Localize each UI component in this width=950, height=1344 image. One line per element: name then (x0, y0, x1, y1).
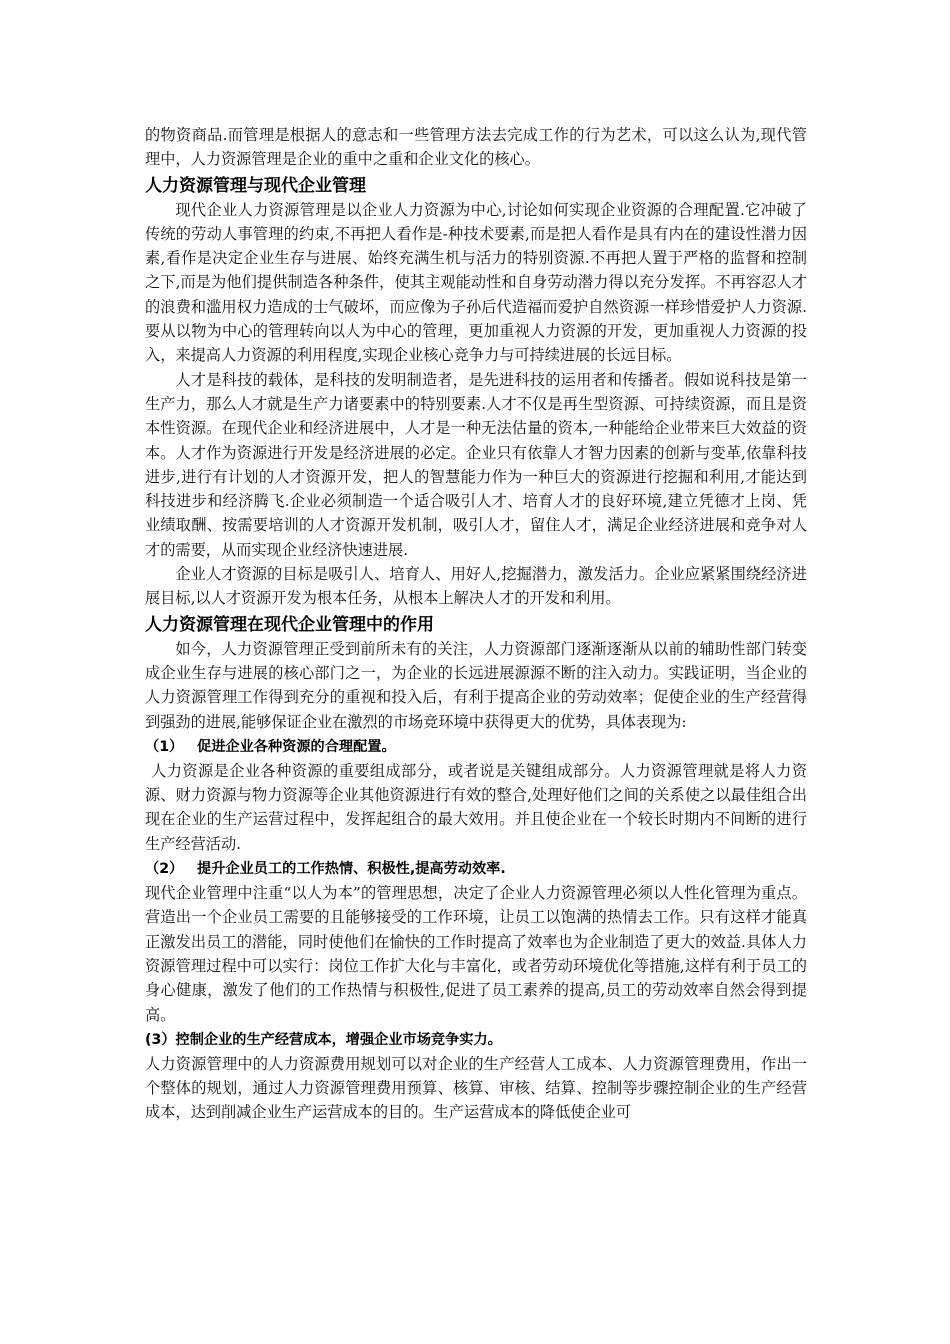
paragraph-cost-control: 人力资源管理中的人力资源费用规划可以对企业的生产经营人工成本、人力资源管理费用，作出一个整体的规划，通过人力资源管理费用预算、核算、审核、结算、控制等步骤控制企业的生产经营成本，达到削减企业生产运营成本的目的。生产运营成本的降低使企业可 (145, 1054, 807, 1122)
subheading-2-number: （2） (145, 861, 184, 878)
subheading-1 (145, 735, 807, 759)
paragraph-modern-hr-management: 现代企业人力资源管理是以企业人力资源为中心,讨论如何实现企业资源的合理配置.它冲破了传统的劳动人事管理的约束,不再把人看作是-种技术要素,而是把人看作是具有内在的建设性潜力因素,看作是决定企业生存与进展、始终充满生机与活力的特别资源.不再把人置于严格的监督和控制之下,而是为他们提供制造各种条件，使其主观能动性和自身劳动潜力得以充分发挥。不再容忍人才的浪费和滥用权力造成的士气破坏，而应像为子孙后代造福而爱护自然资源一样珍惜爱护人力资源.要从以物为中心的管理转向以人为中心的管理，更加重视人力资源的开发，更加重视人力资源的投入，来提高人力资源的利用程度,实现企业核心竞争力与可持续进展的长远目标。 (145, 200, 807, 365)
subheading-3: (3）控制企业的生产经营成本，增强企业市场竞争实力。 (145, 1031, 502, 1048)
paragraph-talent-goals: 企业人才资源的目标是吸引人、培育人、用好人,挖掘潜力，激发活力。企业应紧紧围绕经济进展目标,以人才资源开发为根本任务，从根本上解决人才的开发和利用。 (145, 565, 807, 608)
paragraph-people-oriented: 现代企业管理中注重“以人为本”的管理思想，决定了企业人力资源管理必须以人性化管理为重点。营造出一个企业员工需要的且能够接受的工作环境，让员工以饱满的热情去工作。只有这样才能真正激发出员工的潜能，同时使他们在愉快的工作时提高了效率也为企业制造了更大的效益.具体人力资源管理过程中可以实行：岗位工作扩大化与丰富化，或者劳动环境优化等措施,这样有利于员工的身心健康，激发了他们的工作热情与积极性,促进了员工素养的提高,员工的劳动效率自然会得到提高。 (145, 884, 807, 1024)
document-page (145, 123, 807, 1125)
subheading-2-text: 提升企业员工的工作热情、积极性,提高劳动效率. (197, 861, 506, 878)
paragraph-talent-carrier: 人才是科技的载体，是科技的发明制造者，是先进科技的运用者和传播者。假如说科技是第一生产力，那么人才就是生产力诸要素中的特别要素.人才不仅是再生型资源、可持续资源，而且是资本性资源。在现代企业和经济进展中，人才是一种无法估量的资本,一种能给企业带来巨大效益的资本。人才作为资源进行开发是经济进展的必定。企业只有依靠人才智力因素的创新与变革,依靠科技进步,进行有计划的人才资源开发，把人的智慧能力作为一种巨大的资源进行挖掘和利用,才能达到科技进步和经济腾飞.企业必须制造一个适合吸引人才、培育人才的良好环境,建立凭德才上岗、凭业绩取酬、按需要培训的人才资源开发机制，吸引人才，留住人才，满足企业经济进展和竞争对人才的需要，从而实现企业经济快速进展. (145, 370, 807, 559)
paragraph-hr-attention: 如今，人力资源管理正受到前所未有的关注，人力资源部门逐渐逐渐从以前的辅助性部门转变成企业生存与进展的核心部门之一，为企业的长远进展源源不断的注入动力。实践证明，当企业的人力资源管理工作得到充分的重视和投入后，有利于提高企业的劳动效率；促使企业的生产经营得到强劲的进展,能够保证企业在激烈的市场竞环境中获得更大的优势，具体表现为: (145, 639, 807, 731)
subheading-2 (145, 857, 807, 881)
subheading-1-number: （1） (145, 738, 184, 755)
paragraph-resource-allocation: 人力资源是企业各种资源的重要组成部分，或者说是关键组成部分。人力资源管理就是将人力资源、财力资源与物力资源等企业其他资源进行有效的整合,处理好他们之间的关系使之以最佳组合出现在企业的生产运营过程中，发挥起组合的最大效用。并且使企业在一个较长时期内不间断的进行生产经营活动. (145, 761, 807, 853)
section-heading-hr-and-modern-management: 人力资源管理与现代企业管理 (145, 175, 366, 196)
paragraph-intro-continuation: 的物资商品.而管理是根据人的意志和一些管理方法去完成工作的行为艺术，可以这么认为,现代管理中，人力资源管理是企业的重中之重和企业文化的核心。 (145, 126, 807, 169)
section-heading-hr-role: 人力资源管理在现代企业管理中的作用 (145, 614, 434, 635)
subheading-1-text: 促进企业各种资源的合理配置。 (197, 738, 396, 755)
